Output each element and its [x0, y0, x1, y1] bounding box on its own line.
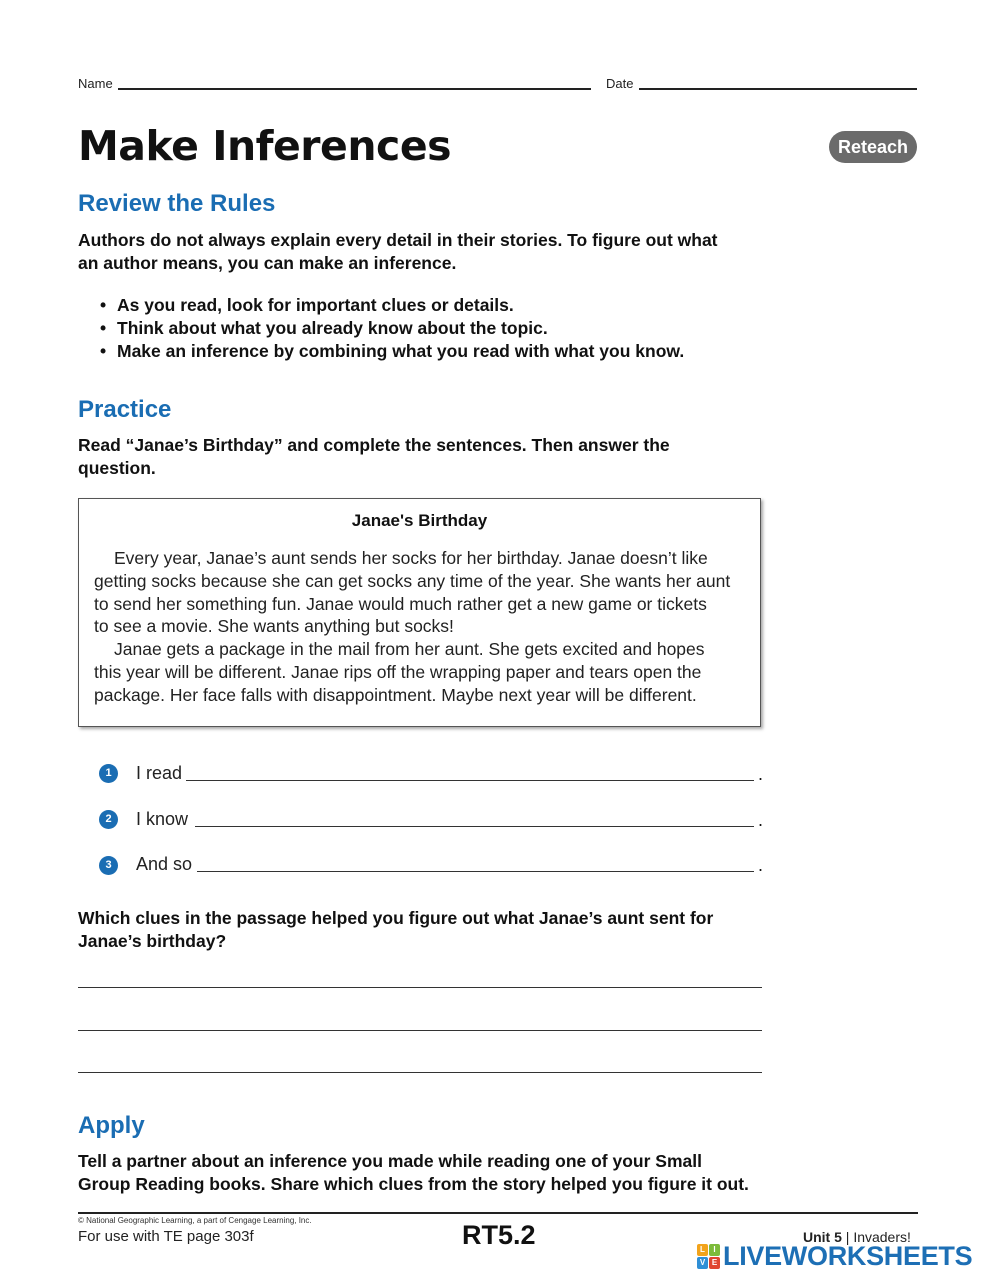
logo-block: I [709, 1244, 720, 1256]
review-intro-line: an author means, you can make an inference. [78, 253, 457, 273]
te-page: For use with TE page 303f [78, 1228, 254, 1245]
item-prompt-1: I read [136, 763, 183, 783]
review-intro [78, 229, 778, 275]
item-number-3: 3 [99, 856, 118, 875]
apply-line: Group Reading books. Share which clues from the story helped you figure it out. [78, 1174, 749, 1194]
item-end-1: . [758, 764, 764, 784]
story-paragraph-2 [94, 638, 744, 706]
story-line: Every year, Janae’s aunt sends her socks for her birthday. Janae doesn’t like [114, 548, 708, 568]
story-title: Janae's Birthday [351, 511, 488, 530]
logo-block: V [697, 1257, 708, 1269]
item-number-2: 2 [99, 810, 118, 829]
name-input-line[interactable] [118, 88, 591, 90]
page-title: Make Inferences [78, 122, 452, 170]
item-end-2: . [758, 810, 764, 830]
answer-blank-1[interactable] [186, 780, 754, 781]
date-label: Date [606, 76, 634, 91]
story-box [78, 498, 761, 727]
answer-line-2[interactable] [78, 1030, 762, 1031]
logo-block: L [697, 1244, 708, 1256]
copyright: © National Geographic Learning, a part of Cengage Learning, Inc. [78, 1216, 312, 1225]
rule-item: • As you read, look for important clues or details. [78, 294, 778, 317]
item-prompt-2: I know [136, 809, 189, 829]
apply-line: Tell a partner about an inference you made while reading one of your Small [78, 1151, 702, 1171]
story-line: package. Her face falls with disappointment. Maybe next year will be different. [94, 684, 697, 705]
question-line: Janae’s birthday? [78, 931, 227, 951]
rule-item: • Think about what you already know about the topic. [78, 317, 778, 340]
story-line: getting socks because she can get socks any time of the year. She wants her aunt [94, 570, 731, 591]
answer-blank-2[interactable] [195, 826, 754, 827]
apply-text [78, 1150, 798, 1196]
name-label: Name [78, 76, 113, 91]
item-end-3: . [758, 855, 764, 875]
instruction-line: question. [78, 458, 156, 478]
instruction-line: Read “Janae’s Birthday” and complete the sentences. Then answer the [78, 435, 670, 455]
unit-number: Unit 5 [803, 1229, 842, 1245]
practice-instructions [78, 434, 778, 480]
story-line: Janae gets a package in the mail from her aunt. She gets excited and hopes [114, 639, 705, 660]
review-intro-line: Authors do not always explain every detail in their stories. To figure out what [78, 230, 718, 250]
rule-item: • Make an inference by combining what you read with what you know. [78, 340, 778, 363]
answer-line-1[interactable] [78, 987, 762, 988]
item-number-1: 1 [99, 764, 118, 783]
answer-blank-3[interactable] [197, 871, 754, 872]
page-code: RT5.2 [462, 1220, 536, 1250]
story-line: this year will be different. Janae rips off the wrapping paper and tears open the [94, 661, 702, 682]
unit-title: Invaders! [853, 1229, 911, 1245]
practice-heading: Practice [78, 396, 172, 423]
logo-block: E [709, 1257, 720, 1269]
date-input-line[interactable] [639, 88, 917, 90]
footer-divider [78, 1212, 918, 1214]
logo-blocks-icon [697, 1244, 721, 1270]
story-line: to see a movie. She wants anything but socks! [94, 616, 454, 637]
story-paragraph-1 [94, 547, 744, 638]
rules-list [78, 294, 778, 363]
logo-text: LIVEWORKSHEETS [723, 1241, 973, 1271]
story-body [94, 547, 744, 707]
review-heading: Review the Rules [78, 190, 276, 217]
unit-label: Unit 5 | Invaders! [803, 1229, 911, 1245]
answer-line-3[interactable] [78, 1072, 762, 1073]
apply-heading: Apply [78, 1112, 145, 1139]
reteach-badge: Reteach [829, 131, 917, 163]
item-prompt-3: And so [136, 854, 193, 874]
question [78, 907, 778, 953]
question-line: Which clues in the passage helped you figure out what Janae’s aunt sent for [78, 908, 714, 928]
story-line: to send her something fun. Janae would much rather get a new game or tickets [94, 593, 707, 614]
